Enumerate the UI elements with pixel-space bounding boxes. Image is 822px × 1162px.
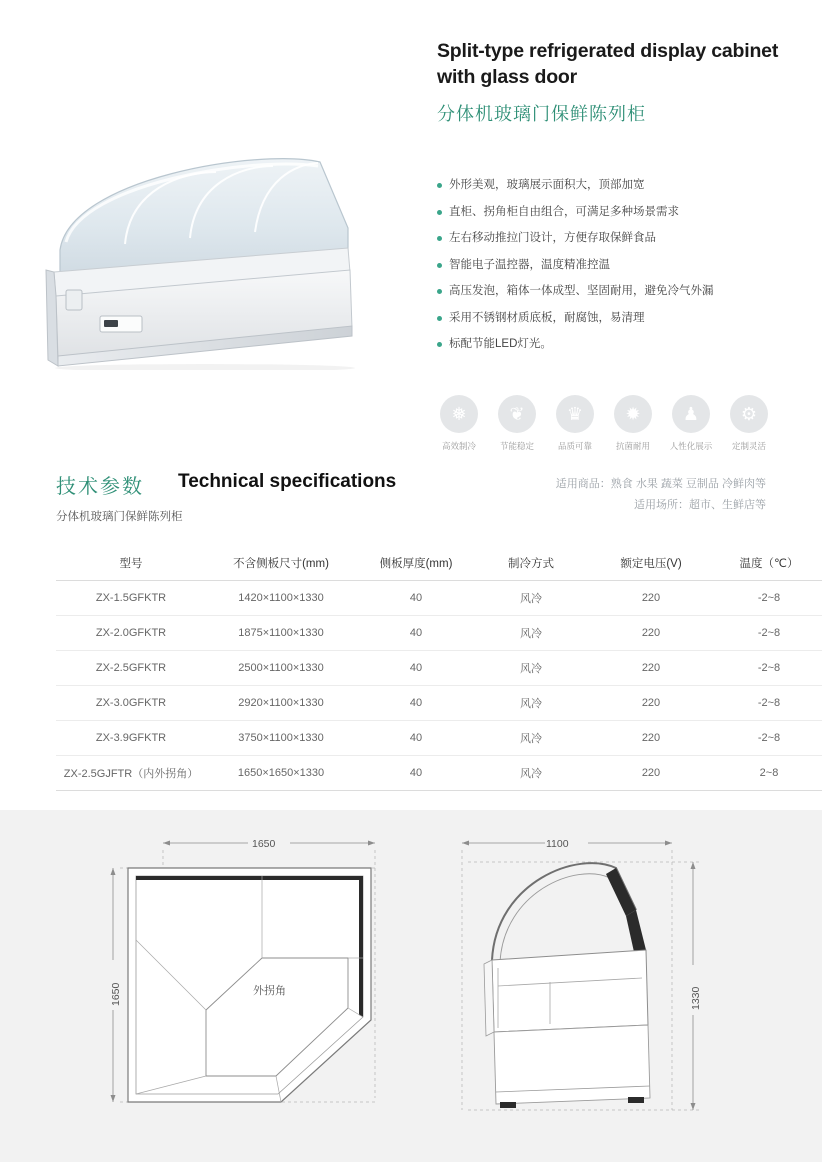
badge-label: 定制灵活 [731, 441, 766, 451]
spec-header [28, 470, 794, 526]
feature-list [437, 178, 797, 364]
cell-temperature: -2~8 [716, 651, 822, 686]
cell-thickness: 40 [356, 651, 476, 686]
cell-voltage: 220 [586, 616, 716, 651]
right-width-dimension: 1100 [546, 838, 569, 850]
column-header-temperature: 温度（℃） [716, 548, 822, 581]
cell-thickness: 40 [356, 756, 476, 791]
product-photo [30, 120, 400, 370]
badge-label: 节能稳定 [499, 441, 534, 451]
badge-item [611, 395, 655, 452]
cell-temperature: -2~8 [716, 581, 822, 616]
cell-thickness: 40 [356, 686, 476, 721]
cell-model: ZX-3.9GFKTR [56, 721, 206, 756]
feature-text: 外形美观，玻璃展示面积大，顶部加宽 [449, 179, 645, 191]
cell-temperature: -2~8 [716, 721, 822, 756]
cell-model: ZX-2.5GJFTR（内外拐角） [56, 756, 206, 791]
spec-title-en: Technical specifications [178, 471, 397, 492]
cell-voltage: 220 [586, 651, 716, 686]
list-item [437, 284, 797, 299]
left-depth-dimension: 1650 [110, 982, 122, 1006]
badge-item [437, 395, 481, 452]
cell-temperature: -2~8 [716, 616, 822, 651]
cell-cooling: 风冷 [476, 686, 586, 721]
list-item [437, 258, 797, 273]
cell-temperature: 2~8 [716, 756, 822, 791]
badge-label: 高效制冷 [441, 441, 476, 451]
spec-subtitle: 分体机玻璃门保鲜陈列柜 [56, 511, 183, 523]
badge-item [727, 395, 771, 452]
badge-label: 品质可靠 [557, 441, 592, 451]
specifications-table [56, 548, 822, 791]
title-block [437, 38, 792, 126]
cell-voltage: 220 [586, 756, 716, 791]
leaf-icon: ❦ [498, 395, 536, 433]
feature-text: 高压发泡，箱体一体成型、坚固耐用，避免冷气外漏 [449, 285, 714, 297]
table-row [56, 651, 822, 686]
bullet-icon [437, 210, 442, 215]
people-icon: ♟ [672, 395, 710, 433]
cell-model: ZX-3.0GFKTR [56, 686, 206, 721]
right-height-dimension: 1330 [690, 986, 702, 1010]
bullet-icon [437, 263, 442, 268]
list-item [437, 205, 797, 220]
feature-text: 标配节能LED灯光。 [449, 338, 552, 350]
cell-voltage: 220 [586, 581, 716, 616]
badge-item [669, 395, 713, 452]
applicable-places: 适用场所：超市、生鲜店等 [634, 499, 766, 511]
cell-model: ZX-2.5GFKTR [56, 651, 206, 686]
badge-label: 人性化展示 [669, 441, 713, 451]
cell-cooling: 风冷 [476, 651, 586, 686]
feature-text: 采用不锈钢材质底板，耐腐蚀，易清理 [449, 311, 645, 324]
applicable-goods: 适用商品：熟食 水果 蔬菜 豆制品 冷鲜肉等 [555, 478, 766, 490]
column-header-cooling: 制冷方式 [476, 548, 586, 581]
table-row [56, 616, 822, 651]
antibacterial-icon: ✹ [614, 395, 652, 433]
badge-label: 抗菌耐用 [615, 441, 650, 451]
list-item [437, 311, 797, 326]
badge-row [437, 395, 797, 452]
feature-text: 左右移动推拉门设计，方便存取保鲜食品 [449, 232, 656, 244]
drawing-caption-outer-corner: 外拐角 [253, 985, 286, 997]
product-title-en: Split-type refrigerated display cabinet with glass door [437, 40, 779, 88]
cell-voltage: 220 [586, 721, 716, 756]
cell-thickness: 40 [356, 721, 476, 756]
cell-cooling: 风冷 [476, 756, 586, 791]
bullet-icon [437, 289, 442, 294]
table-row [56, 686, 822, 721]
cell-thickness: 40 [356, 581, 476, 616]
cell-model: ZX-2.0GFKTR [56, 616, 206, 651]
bullet-icon [437, 183, 442, 188]
table-row [56, 581, 822, 616]
technical-drawings-section [0, 810, 822, 1162]
bullet-icon [437, 236, 442, 241]
cell-model: ZX-1.5GFKTR [56, 581, 206, 616]
badge-item [553, 395, 597, 452]
gear-icon: ⚙ [730, 395, 768, 433]
cell-thickness: 40 [356, 616, 476, 651]
cell-size: 2500×1100×1330 [206, 651, 356, 686]
product-title-cn: 分体机玻璃门保鲜陈列柜 [437, 104, 646, 124]
cell-cooling: 风冷 [476, 616, 586, 651]
left-width-dimension: 1650 [252, 838, 276, 850]
bullet-icon [437, 342, 442, 347]
column-header-model: 型号 [56, 548, 206, 581]
spec-title-cn: 技术参数 [56, 476, 144, 498]
trophy-icon: ♛ [556, 395, 594, 433]
column-header-thickness: 侧板厚度(mm) [356, 548, 476, 581]
table-row [56, 756, 822, 791]
column-header-size: 不含侧板尺寸(mm) [206, 548, 356, 581]
bullet-icon [437, 316, 442, 321]
table-header-row [56, 548, 822, 581]
top-view-drawing [0, 810, 400, 1162]
cell-size: 2920×1100×1330 [206, 686, 356, 721]
cell-size: 1420×1100×1330 [206, 581, 356, 616]
specifications-section [0, 470, 822, 791]
list-item [437, 178, 797, 193]
feature-text: 直柜、拐角柜自由组合，可满足多种场景需求 [449, 205, 679, 218]
feature-text: 智能电子温控器，温度精准控温 [449, 258, 610, 271]
cell-size: 1875×1100×1330 [206, 616, 356, 651]
list-item [437, 337, 797, 352]
cell-temperature: -2~8 [716, 686, 822, 721]
badge-item [495, 395, 539, 452]
cell-size: 3750×1100×1330 [206, 721, 356, 756]
cell-voltage: 220 [586, 686, 716, 721]
column-header-voltage: 额定电压(V) [586, 548, 716, 581]
cell-size: 1650×1650×1330 [206, 756, 356, 791]
applicability-note [556, 474, 766, 516]
hero-section [0, 0, 822, 470]
side-view-drawing [450, 810, 780, 1162]
table-row [56, 721, 822, 756]
list-item [437, 231, 797, 246]
cell-cooling: 风冷 [476, 581, 586, 616]
cell-cooling: 风冷 [476, 721, 586, 756]
snowflake-icon: ❅ [440, 395, 478, 433]
